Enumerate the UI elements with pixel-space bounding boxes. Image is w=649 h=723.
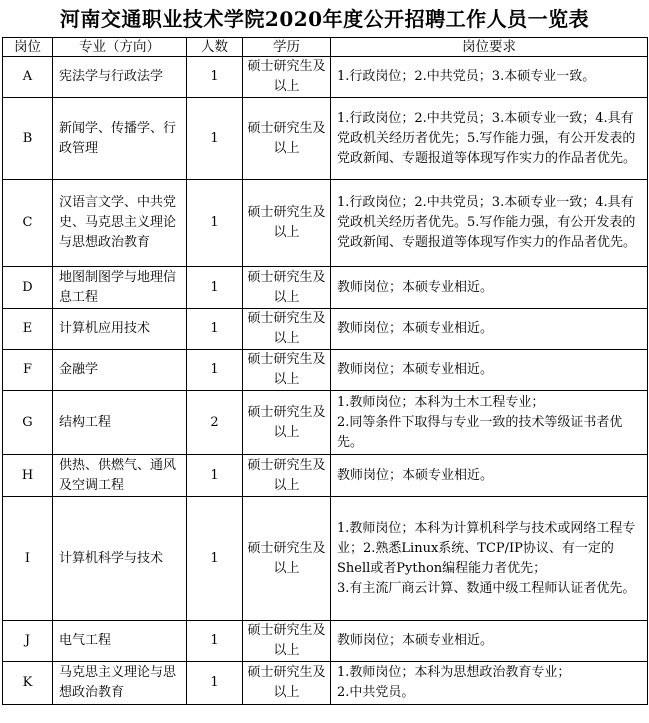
cell-major: 地图制图学与地理信息工程 [53,267,187,309]
cell-position: B [3,98,53,180]
requirement-line: 1.行政岗位；2.中共党员；3.本硕专业一致；4.具有党政机关经历者优先。5.写作能力强，有公开发表的党政新闻、专题报道等体现写作实力的作品者优先。 [337,195,637,250]
cell-education: 硕士研究生及以上 [243,309,331,350]
cell-education: 硕士研究生及以上 [243,662,331,705]
table-row [3,497,648,621]
cell-major: 新闻学、传播学、行政管理 [53,98,187,180]
cell-position: C [3,180,53,267]
cell-education: 硕士研究生及以上 [243,621,331,662]
cell-major: 汉语言文学、中共党史、马克思主义理论与思想政治教育 [53,180,187,267]
requirement-line: 教师岗位；本硕专业相近。 [337,362,494,377]
cell-major: 宪法学与行政法学 [53,57,187,98]
table-header-row [3,38,648,57]
table-row [3,267,648,309]
requirement-line: 1.教师岗位；本科为思想政治教育专业； [337,665,571,680]
table-row [3,662,648,705]
cell-count: 1 [187,309,243,350]
cell-position: A [3,57,53,98]
header-education: 学历 [243,38,331,57]
cell-major: 马克思主义理论与思想政治教育 [53,662,187,705]
cell-education: 硕士研究生及以上 [243,391,331,455]
requirement-line: 教师岗位；本硕专业相近。 [337,279,494,295]
cell-education: 硕士研究生及以上 [243,497,331,621]
header-position: 岗位 [3,38,53,57]
cell-count: 1 [187,497,243,621]
table-row [3,621,648,662]
cell-major: 金融学 [53,350,187,391]
cell-requirements [331,57,648,98]
cell-major: 电气工程 [53,621,187,662]
cell-education: 硕士研究生及以上 [243,98,331,180]
cell-count: 1 [187,57,243,98]
cell-count: 1 [187,350,243,391]
table-row [3,57,648,98]
cell-position: E [3,309,53,350]
cell-position: I [3,497,53,621]
requirement-line: 教师岗位；本硕专业相近。 [337,467,494,483]
table-row [3,98,648,180]
cell-requirements [331,621,648,662]
cell-requirements [331,267,648,309]
cell-count: 1 [187,98,243,180]
requirement-line: 1.行政岗位；2.中共党员；3.本硕专业一致；4.具有党政机关经历者优先；5.写作能力强，有公开发表的党政新闻、专题报道等体现写作实力的作品者优先。 [337,110,637,166]
cell-position: K [3,662,53,705]
table-body [3,57,648,705]
cell-major: 供热、供燃气、通风及空调工程 [53,455,187,497]
cell-major: 计算机应用技术 [53,309,187,350]
requirement-line: 1.教师岗位；本科为土木工程专业； [337,394,545,410]
header-count: 人数 [187,38,243,57]
requirement-line: 2.同等条件下取得与专业一致的技术等级证书者优先。 [337,414,623,450]
table-row [3,391,648,455]
cell-requirements [331,455,648,497]
cell-requirements [331,662,648,705]
requirement-line: 3.有主流厂商云计算、数通中级工程师认证者优先。 [337,580,636,596]
table-row [3,350,648,391]
cell-position: F [3,350,53,391]
table-row [3,309,648,350]
table-row [3,180,648,267]
cell-count: 1 [187,662,243,705]
page-title: 河南交通职业技术学院2020年度公开招聘工作人员一览表 [59,7,590,31]
cell-count: 1 [187,267,243,309]
cell-education: 硕士研究生及以上 [243,267,331,309]
cell-position: D [3,267,53,309]
cell-count: 1 [187,621,243,662]
requirement-line: 1.教师岗位；本科为计算机科学与技术或网络工程专业；2.熟悉Linux系统、TCP/IP协议、有一定的Shell或者Python编程能力者优先； [337,520,636,576]
header-major: 专业（方向） [53,38,187,57]
recruitment-table [2,37,648,705]
cell-major: 计算机科学与技术 [53,497,187,621]
cell-requirements [331,391,648,455]
cell-education: 硕士研究生及以上 [243,180,331,267]
cell-education: 硕士研究生及以上 [243,455,331,497]
cell-requirements [331,350,648,391]
cell-position: H [3,455,53,497]
table-row [3,455,648,497]
cell-requirements [331,309,648,350]
cell-count: 1 [187,455,243,497]
cell-education: 硕士研究生及以上 [243,57,331,98]
requirement-line: 教师岗位；本硕专业相近。 [337,321,494,336]
cell-requirements [331,497,648,621]
cell-requirements [331,98,648,180]
cell-count: 1 [187,180,243,267]
cell-major: 结构工程 [53,391,187,455]
cell-position: G [3,391,53,455]
requirement-line: 2.中共党员。 [337,685,415,700]
requirement-line: 教师岗位；本硕专业相近。 [337,633,494,648]
header-requirements: 岗位要求 [331,38,648,57]
requirement-line: 1.行政岗位；2.中共党员；3.本硕专业一致。 [337,69,596,84]
cell-count: 2 [187,391,243,455]
cell-position: J [3,621,53,662]
cell-education: 硕士研究生及以上 [243,350,331,391]
cell-requirements [331,180,648,267]
